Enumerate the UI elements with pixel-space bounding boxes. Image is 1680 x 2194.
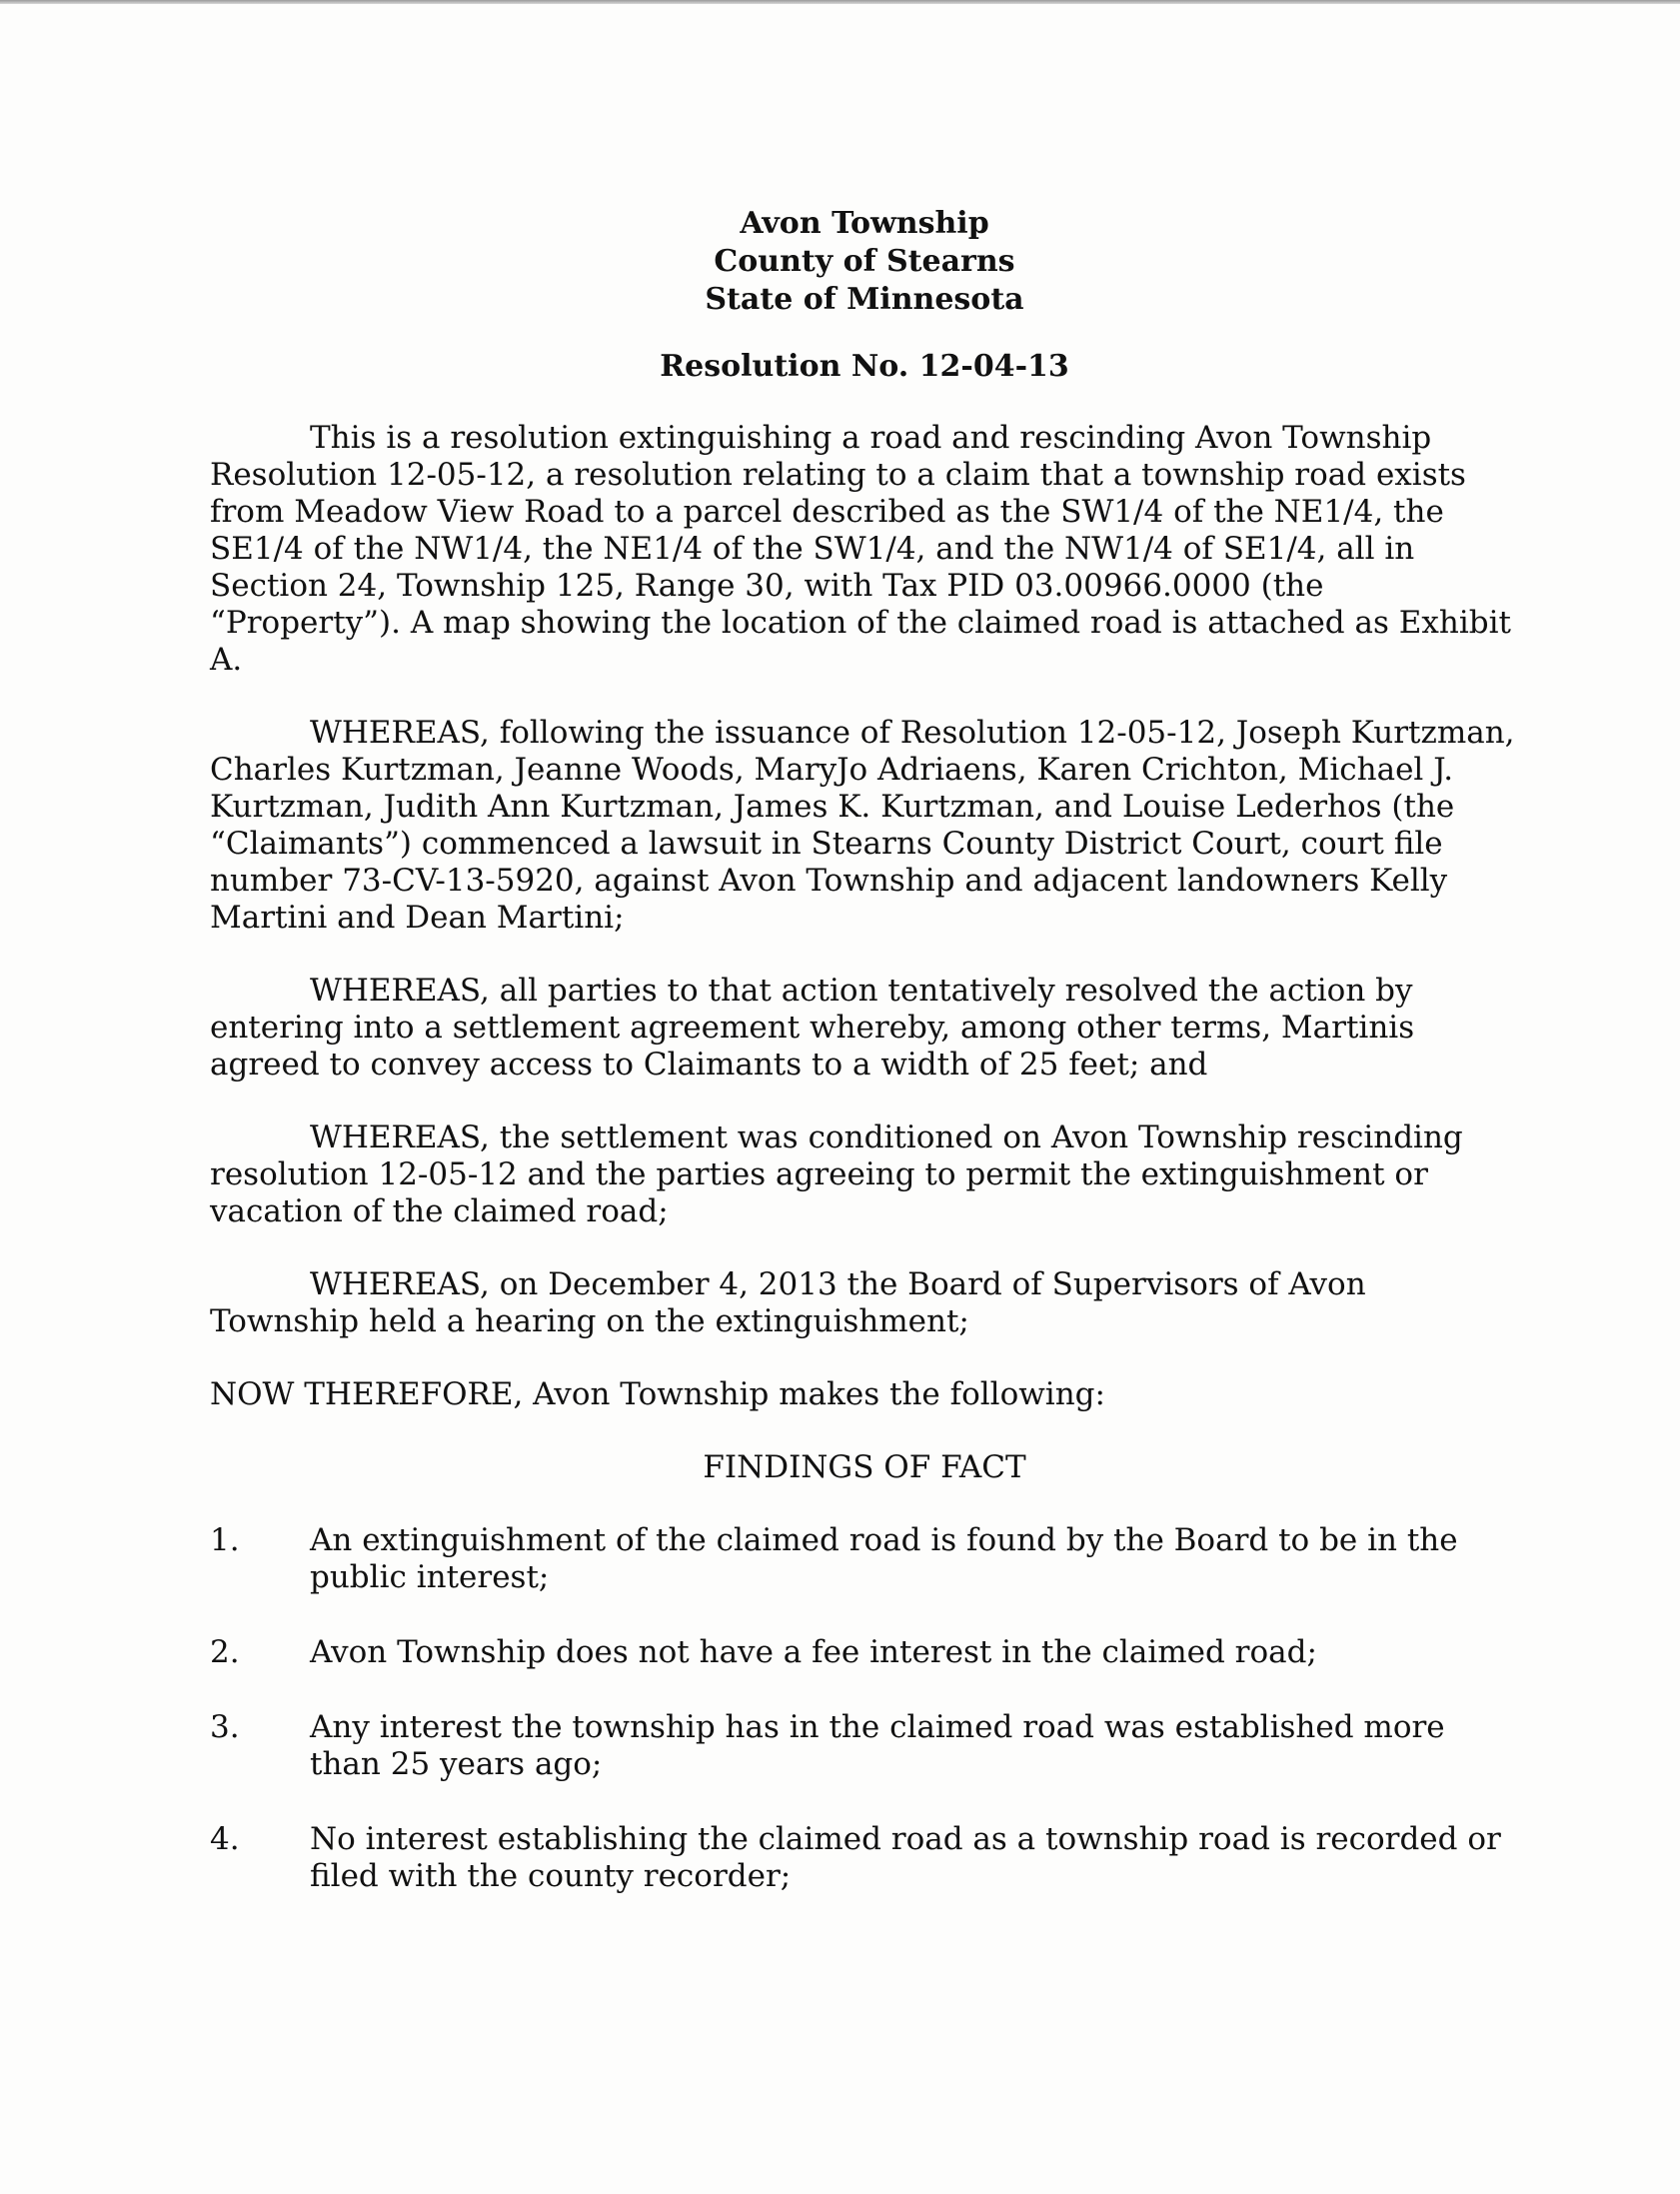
finding-item bbox=[210, 1709, 1519, 1783]
finding-item bbox=[210, 1522, 1519, 1596]
intro-paragraph: This is a resolution extinguishing a road and rescinding Avon Township Resolution 12-05-12, a resolution relating to a claim that a township road exists from Meadow View Road to a parcel described as the SW1/4 of the NE1/4, the SE1/4 of the NW1/4, the NE1/4 of the SW1/4, and the NW1/4 of SE1/4, all in Section 24, Township 125, Range 30, with Tax PID 03.00966.0000 (the “Property”). A map showing the location of the claimed road is attached as Exhibit A. bbox=[210, 420, 1511, 678]
now-therefore-paragraph: NOW THEREFORE, Avon Township makes the following: bbox=[210, 1376, 1105, 1412]
finding-text: No interest establishing the claimed road as a township road is recorded or filed with the county recorder; bbox=[310, 1821, 1501, 1894]
finding-number: 1. bbox=[210, 1522, 240, 1558]
document-page bbox=[210, 205, 1519, 1933]
findings-title: FINDINGS OF FACT bbox=[703, 1449, 1026, 1485]
header-county: County of Stearns bbox=[714, 244, 1015, 279]
document-header bbox=[210, 205, 1519, 319]
whereas-paragraph: WHEREAS, the settlement was conditioned on Avon Township rescinding resolution 12-05-12 and the parties agreeing to permit the extinguishment or vacation of the claimed road; bbox=[210, 1119, 1463, 1229]
header-township: Avon Township bbox=[740, 206, 989, 241]
resolution-number: Resolution No. 12-04-13 bbox=[660, 349, 1069, 384]
finding-number: 2. bbox=[210, 1634, 240, 1670]
whereas-paragraph: WHEREAS, following the issuance of Resolution 12-05-12, Joseph Kurtzman, Charles Kurtzman, Jeanne Woods, MaryJo Adriaens, Karen Crichton, Michael J. Kurtzman, Judith Ann Kurtzman, James K. Kurtzman, and Louise Lederhos (the “Claimants”) commenced a lawsuit in Stearns County District Court, court file number 73-CV-13-5920, against Avon Township and adjacent landowners Kelly Martini and Dean Martini; bbox=[210, 715, 1515, 936]
finding-item bbox=[210, 1821, 1519, 1895]
whereas-paragraph: WHEREAS, all parties to that action tentatively resolved the action by entering into a settlement agreement whereby, among other terms, Martinis agreed to convey access to Claimants to a width of 25 feet; and bbox=[210, 973, 1415, 1083]
finding-item bbox=[210, 1634, 1519, 1671]
scan-edge bbox=[0, 0, 1680, 4]
finding-text: An extinguishment of the claimed road is found by the Board to be in the public interest; bbox=[310, 1522, 1458, 1595]
finding-number: 3. bbox=[210, 1709, 240, 1745]
findings-list bbox=[210, 1522, 1519, 1895]
finding-text: Avon Township does not have a fee interest in the claimed road; bbox=[310, 1634, 1317, 1670]
header-state: State of Minnesota bbox=[705, 282, 1024, 317]
whereas-paragraph: WHEREAS, on December 4, 2013 the Board of Supervisors of Avon Township held a hearing on the extinguishment; bbox=[210, 1266, 1366, 1339]
finding-number: 4. bbox=[210, 1821, 240, 1857]
finding-text: Any interest the township has in the claimed road was established more than 25 years ago; bbox=[310, 1709, 1445, 1782]
